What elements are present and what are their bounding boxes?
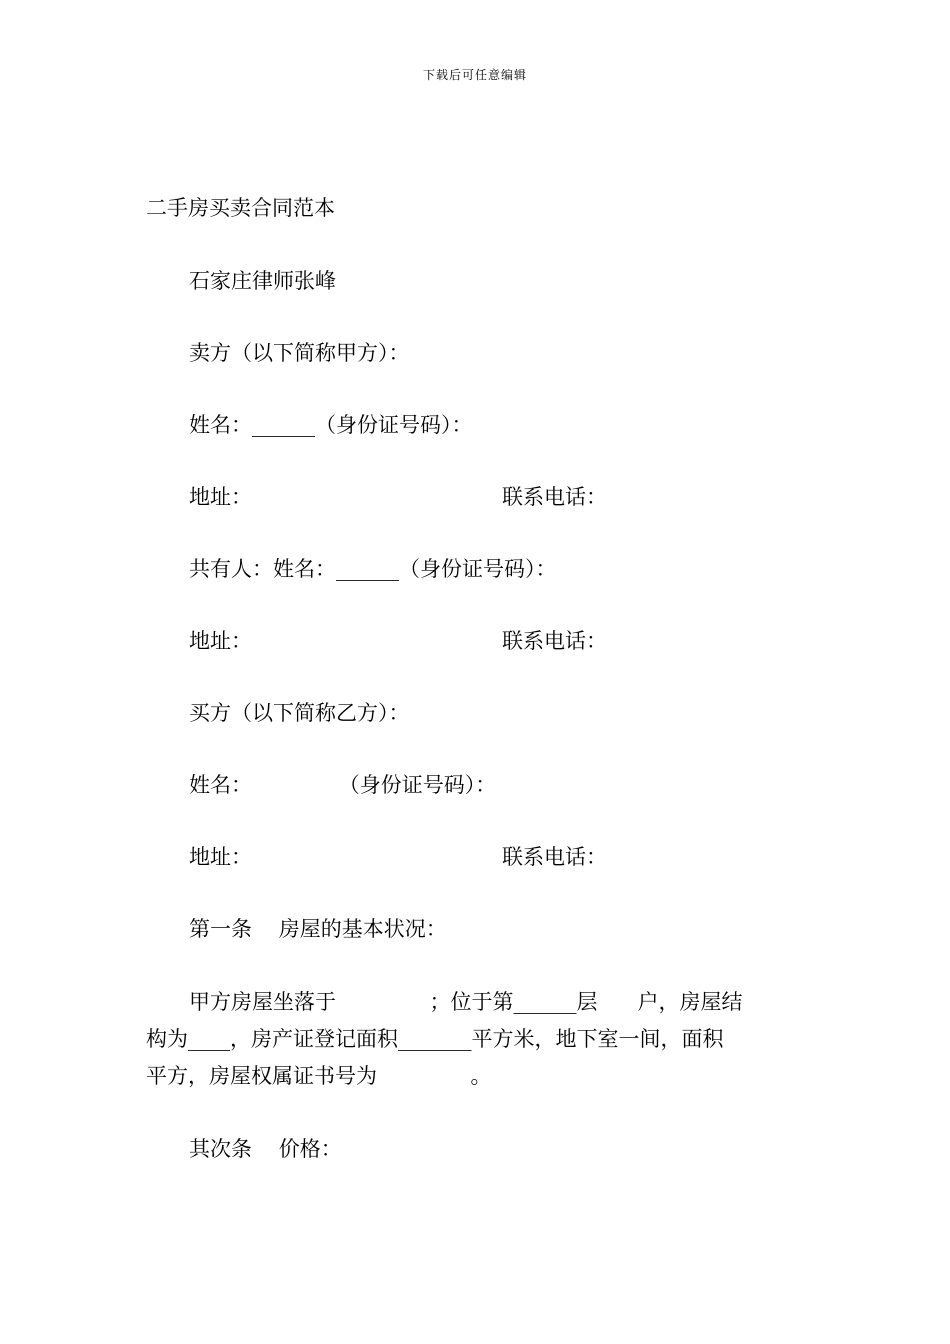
co-owner-phone-field: 联系电话： [502, 629, 607, 653]
document-title: 二手房买卖合同范本 [146, 196, 335, 220]
co-owner-name-field: 共有人：姓名：______（身份证号码）： [189, 557, 557, 581]
seller-name-field: 姓名：______（身份证号码）： [189, 413, 473, 437]
buyer-heading: 买方（以下简称乙方）： [189, 701, 410, 725]
article1-line: 甲方房屋坐落于 ；位于第______层 户，房屋结 [189, 990, 743, 1014]
article1-paragraph [146, 984, 811, 1095]
author-line: 石家庄律师张峰 [189, 269, 336, 293]
buyer-address-field: 地址： [189, 845, 252, 869]
article2-heading: 其次条 价格： [189, 1137, 342, 1161]
article1-line: 平方，房屋权属证书号为 。 [146, 1064, 492, 1088]
page-header: 下载后可任意编辑 [422, 68, 527, 82]
article1-heading: 第一条 房屋的基本状况： [189, 917, 447, 941]
article1-line: 构为____，房产证登记面积_______平方米，地下室一间，面积 [146, 1027, 724, 1051]
buyer-phone-field: 联系电话： [502, 845, 607, 869]
buyer-name-field: 姓名： （身份证号码）： [189, 773, 497, 797]
seller-address-field: 地址： [189, 485, 252, 509]
seller-heading: 卖方（以下简称甲方）： [189, 341, 410, 365]
seller-phone-field: 联系电话： [502, 485, 607, 509]
co-owner-address-field: 地址： [189, 629, 252, 653]
